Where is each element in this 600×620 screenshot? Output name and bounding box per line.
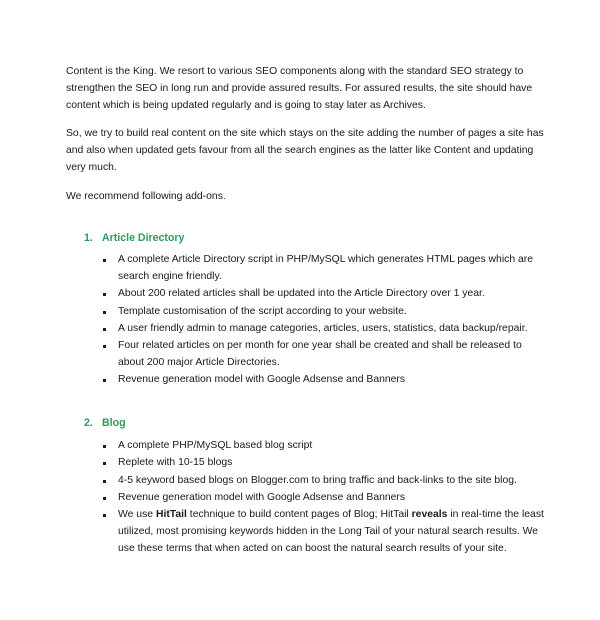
list-item (66, 507, 546, 557)
section-title: Article Directory (102, 231, 185, 244)
bullet-icon (103, 514, 106, 517)
section-heading (66, 230, 546, 247)
list-item-text: A user friendly admin to manage categories, articles, users, statistics, data backup/repair. (118, 323, 528, 335)
list-item (66, 372, 546, 389)
bullet-icon (103, 445, 106, 448)
list-item-text: Template customisation of the script according to your website. (118, 305, 407, 317)
list-item (66, 321, 546, 338)
list-item-text: About 200 related articles shall be updated into the Article Directory over 1 year. (118, 288, 485, 300)
intro-paragraph-2: So, we try to build real content on the site which stays on the site adding the number of pages a site has and also when updated gets favour from all the search engines as the latter like Content and updating very much. (66, 128, 544, 173)
section-blog (66, 415, 546, 557)
list-item (66, 286, 546, 303)
section-number: 1. (84, 231, 93, 244)
bullet-icon (103, 379, 106, 382)
list-item-text: Revenue generation model with Google Adsense and Banners (118, 374, 406, 386)
section-article-directory (66, 230, 546, 390)
document-body (66, 64, 546, 558)
section-heading (66, 415, 546, 432)
list-item-text: A complete PHP/MySQL based blog script (118, 440, 313, 452)
bullet-icon (103, 345, 106, 348)
bullet-icon (103, 259, 106, 262)
list-item (66, 455, 546, 472)
bullet-icon (103, 311, 106, 314)
reveals-bold: reveals (411, 509, 448, 521)
intro-paragraph-1: Content is the King. We resort to various SEO components along with the standard SEO strategy to strengthen the SEO in long run and provide assured results. For assured results, the site should have content which is being updated regularly and is going to stay later as Archives. (66, 66, 533, 111)
list-item-text: Revenue generation model with Google Adsense and Banners (118, 491, 406, 503)
list-item-text: We use HitTail technique to build content pages of Blog; HitTail reveals in real-time the least utilized, most promising keywords hidden in the Long Tail of your natural search results. We use these terms that when acted on can boost the natural search results of your site. (118, 509, 544, 554)
list-item-text: Four related articles on per month for one year shall be created and shall be released to about 200 major Article Directories. (118, 340, 522, 369)
section-number: 2. (84, 417, 93, 430)
bullet-icon (103, 480, 106, 483)
bullet-icon (103, 328, 106, 331)
list-item (66, 473, 546, 490)
section-title: Blog (102, 417, 126, 430)
list-item-text: 4-5 keyword based blogs on Blogger.com to bring traffic and back-links to the site blog. (118, 474, 517, 486)
list-item (66, 438, 546, 455)
list-item (66, 304, 546, 321)
list-item-text: A complete Article Directory script in PHP/MySQL which generates HTML pages which are search engine friendly. (118, 254, 534, 283)
list-item-text: Replete with 10-15 blogs (118, 457, 233, 469)
bullet-list (66, 438, 546, 558)
hittail-bold: HitTail (155, 509, 187, 521)
bullet-list (66, 252, 546, 389)
list-item (66, 252, 546, 286)
bullet-icon (103, 462, 106, 465)
intro-paragraph-3: We recommend following add-ons. (66, 190, 226, 202)
bullet-icon (103, 497, 106, 500)
list-item (66, 338, 546, 372)
bullet-icon (103, 293, 106, 296)
list-item (66, 490, 546, 507)
